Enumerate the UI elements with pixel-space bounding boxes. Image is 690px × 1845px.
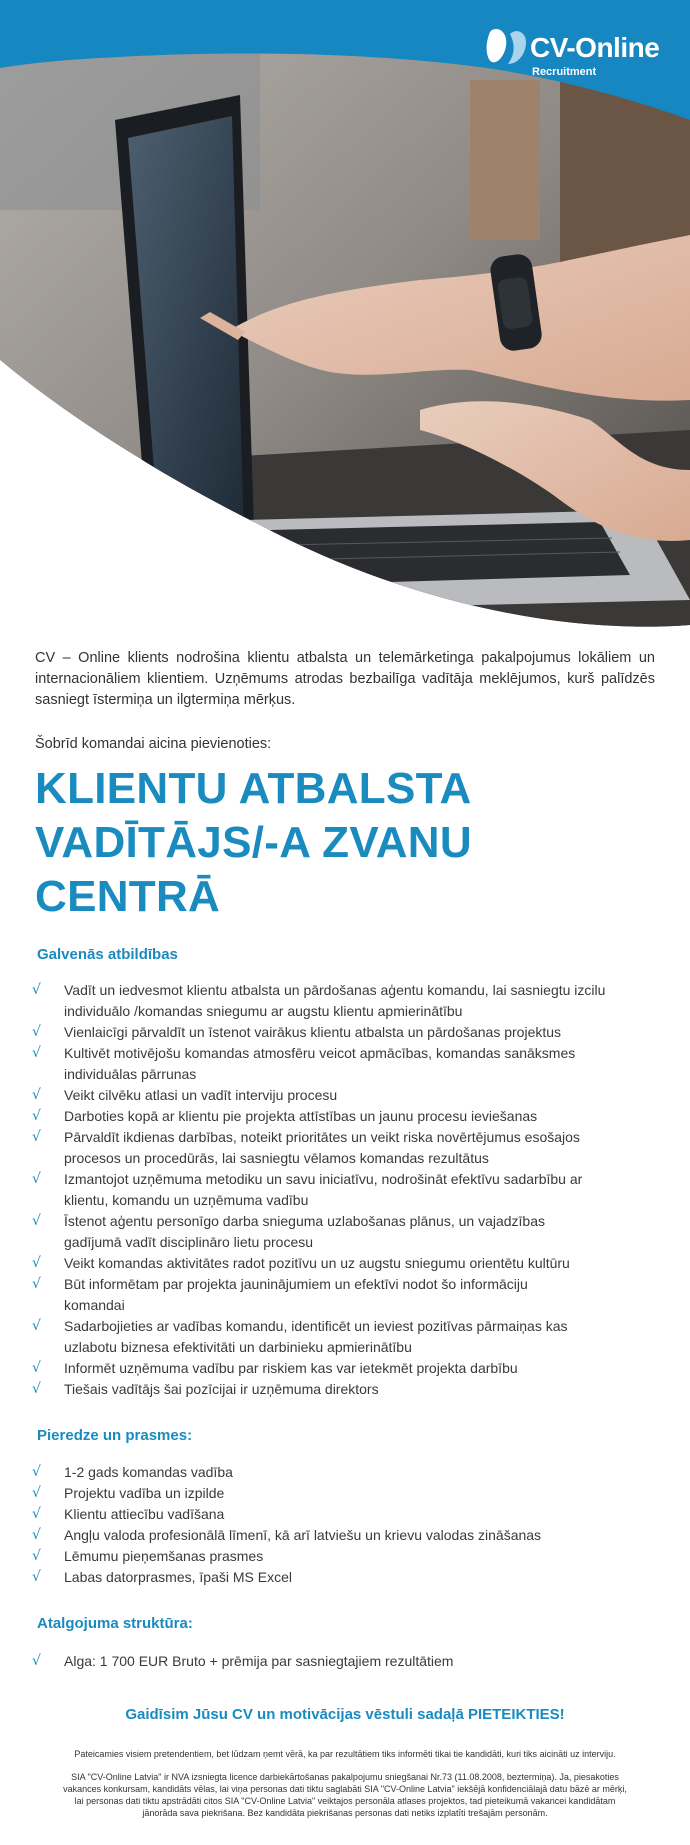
logo-subtitle: Recruitment [532, 66, 597, 78]
legal-line: lai personas dati tiktu apstrādāti citos SIA "CV-Online Latvia" veiktajos personāla atlases projektos, tad pieteikumā vakancei kandidātam [74, 1796, 616, 1806]
job-title [35, 762, 655, 924]
list-item-text: Klientu attiecību vadīšana [64, 1506, 225, 1522]
responsibilities-heading: Galvenās atbildības [37, 946, 178, 963]
check-icon: √ [32, 1569, 41, 1585]
list-item [32, 1567, 632, 1588]
check-icon: √ [32, 1129, 41, 1145]
list-item [32, 1379, 632, 1400]
list-item [32, 1358, 632, 1379]
intro-paragraph: CV – Online klients nodrošina klientu atbalsta un telemārketinga pakalpojumus lokāliem un internacionāliem klientiem. Uzņēmums atrodas bezbailīga vadītāja meklējumos, kurš palīdzēs sasniegt īstermiņa un ilgtermiņa mērķus. [35, 650, 655, 708]
list-item-text: klientu, komandu un uzņēmuma vadību [64, 1192, 309, 1208]
check-icon: √ [32, 982, 41, 998]
legal-line: vakances konkursam, kandidāts vēlas, lai viņa personas dati tiktu saglabāti SIA "CV-Online Latvia" iekšējā konfidenciālajā datu bāzē ar mērķi, [63, 1784, 627, 1794]
list-item-text: Lēmumu pieņemšanas prasmes [64, 1548, 264, 1564]
list-item-text: Informēt uzņēmuma vadību par riskiem kas var ietekmēt projekta darbību [64, 1360, 518, 1376]
list-item-text: 1-2 gads komandas vadība [64, 1464, 233, 1480]
check-icon: √ [32, 1360, 41, 1376]
experience-list [32, 1462, 632, 1588]
list-item [32, 1127, 632, 1169]
check-icon: √ [32, 1318, 41, 1334]
list-item [32, 1106, 632, 1127]
list-item-text: individuālo /komandas sniegumu ar augstu klientu apmierinātību [64, 1003, 463, 1019]
list-item [32, 1504, 632, 1525]
hero-banner [0, 0, 690, 640]
hero-photo [0, 0, 690, 640]
list-item-text: Būt informētam par projekta jauninājumiem un efektīvi nodot šo informāciju [64, 1276, 528, 1292]
lead-text: Šobrīd komandai aicina pievienoties: [35, 736, 272, 752]
list-item-text: procesos un procedūrās, lai sasniegtu vēlamos komandas rezultātus [64, 1150, 489, 1166]
list-item [32, 1483, 632, 1504]
logo-mark-icon [486, 26, 530, 66]
list-item-text: uzlabotu biznesa efektivitāti un darbinieku apmierinātību [64, 1339, 412, 1355]
check-icon: √ [32, 1087, 41, 1103]
list-item-text: gadījumā vadīt disciplināro lietu procesu [64, 1234, 314, 1250]
check-icon: √ [32, 1171, 41, 1187]
check-icon: √ [32, 1464, 41, 1480]
list-item-text: Vienlaicīgi pārvaldīt un īstenot vairākus klientu atbalsta un pārdošanas projektus [64, 1024, 562, 1040]
list-item-text: Angļu valoda profesionālā līmenī, kā arī latviešu un krievu valodas zināšanas [64, 1527, 542, 1543]
check-icon: √ [32, 1213, 41, 1229]
list-item-text: Alga: 1 700 EUR Bruto + prēmija par sasniegtajiem rezultātiem [64, 1653, 454, 1669]
list-item [32, 1022, 632, 1043]
legal-line: SIA "CV-Online Latvia" ir NVA izsniegta licence darbiekārtošanas pakalpojumu sniegšanai Nr.73 (11.08.2008, beztermiņa). Ja, piesakoties [71, 1772, 619, 1782]
list-item-text: Tiešais vadītājs šai pozīcijai ir uzņēmuma direktors [64, 1381, 379, 1397]
list-item-text: Darboties kopā ar klientu pie projekta attīstības un jaunu procesu ieviešanas [64, 1108, 538, 1124]
apply-call-to-action: Gaidīsim Jūsu CV un motivācijas vēstuli sadaļā PIETEIKTIES! [125, 1706, 565, 1723]
job-title-line: VADĪTĀJS/-A ZVANU [35, 818, 472, 867]
check-icon: √ [32, 1108, 41, 1124]
legal-notice [40, 1771, 650, 1819]
check-icon: √ [32, 1485, 41, 1501]
list-item [32, 980, 632, 1022]
list-item-text: Projektu vadība un izpilde [64, 1485, 225, 1501]
experience-heading: Pieredze un prasmes: [37, 1427, 193, 1444]
list-item-text: komandai [64, 1297, 125, 1313]
list-item-text: Sadarbojieties ar vadības komandu, identificēt un ieviest pozitīvas pārmaiņas kas [64, 1318, 568, 1334]
list-item [32, 1274, 632, 1316]
job-title-line: CENTRĀ [35, 872, 221, 921]
list-item [32, 1651, 632, 1672]
list-item-text: Īstenot aģentu personīgo darba snieguma uzlabošanas plānus, un vajadzības [64, 1213, 546, 1229]
list-item [32, 1211, 632, 1253]
check-icon: √ [32, 1653, 41, 1669]
list-item [32, 1253, 632, 1274]
list-item-text: Kultivēt motivējošu komandas atmosfēru veicot apmācības, komandas sanāksmes [64, 1045, 576, 1061]
legal-line: jānorāda sava piekrišana. Bez kandidāta piekrišanas personas dati netiks izplatīti trešajām personām. [142, 1808, 548, 1818]
list-item [32, 1462, 632, 1483]
salary-heading: Atalgojuma struktūra: [37, 1615, 193, 1632]
check-icon: √ [32, 1024, 41, 1040]
list-item-text: Labas datorprasmes, īpaši MS Excel [64, 1569, 292, 1585]
responsibilities-list [32, 980, 632, 1400]
check-icon: √ [32, 1527, 41, 1543]
list-item-text: Veikt komandas aktivitātes radot pozitīvu un uz augstu sniegumu orientētu kultūru [64, 1255, 570, 1271]
logo-name: CV-Online [530, 32, 660, 63]
list-item [32, 1169, 632, 1211]
check-icon: √ [32, 1045, 41, 1061]
check-icon: √ [32, 1255, 41, 1271]
list-item-text: Vadīt un iedvesmot klientu atbalsta un pārdošanas aģentu komandu, lai sasniegtu izcilu [64, 982, 606, 998]
cv-online-logo[interactable] [486, 24, 666, 82]
list-item-text: Pārvaldīt ikdienas darbības, noteikt prioritātes un veikt riska novērtējumus esošajos [64, 1129, 580, 1145]
job-title-line: KLIENTU ATBALSTA [35, 764, 472, 813]
check-icon: √ [32, 1506, 41, 1522]
list-item [32, 1085, 632, 1106]
list-item [32, 1043, 632, 1085]
check-icon: √ [32, 1276, 41, 1292]
list-item-text: Veikt cilvēku atlasi un vadīt interviju procesu [64, 1087, 338, 1103]
check-icon: √ [32, 1548, 41, 1564]
salary-list [32, 1651, 632, 1672]
list-item-text: Izmantojot uzņēmuma metodiku un savu iniciatīvu, nodrošināt efektīvu sadarbību ar [64, 1171, 583, 1187]
list-item-text: individuālas pārrunas [64, 1066, 197, 1082]
check-icon: √ [32, 1381, 41, 1397]
list-item [32, 1316, 632, 1358]
list-item [32, 1546, 632, 1567]
thanks-note: Pateicamies visiem pretendentiem, bet lūdzam ņemt vērā, ka par rezultātiem tiks informēti tikai tie kandidāti, kuri tiks aicināti uz interviju. [74, 1749, 616, 1759]
list-item [32, 1525, 632, 1546]
